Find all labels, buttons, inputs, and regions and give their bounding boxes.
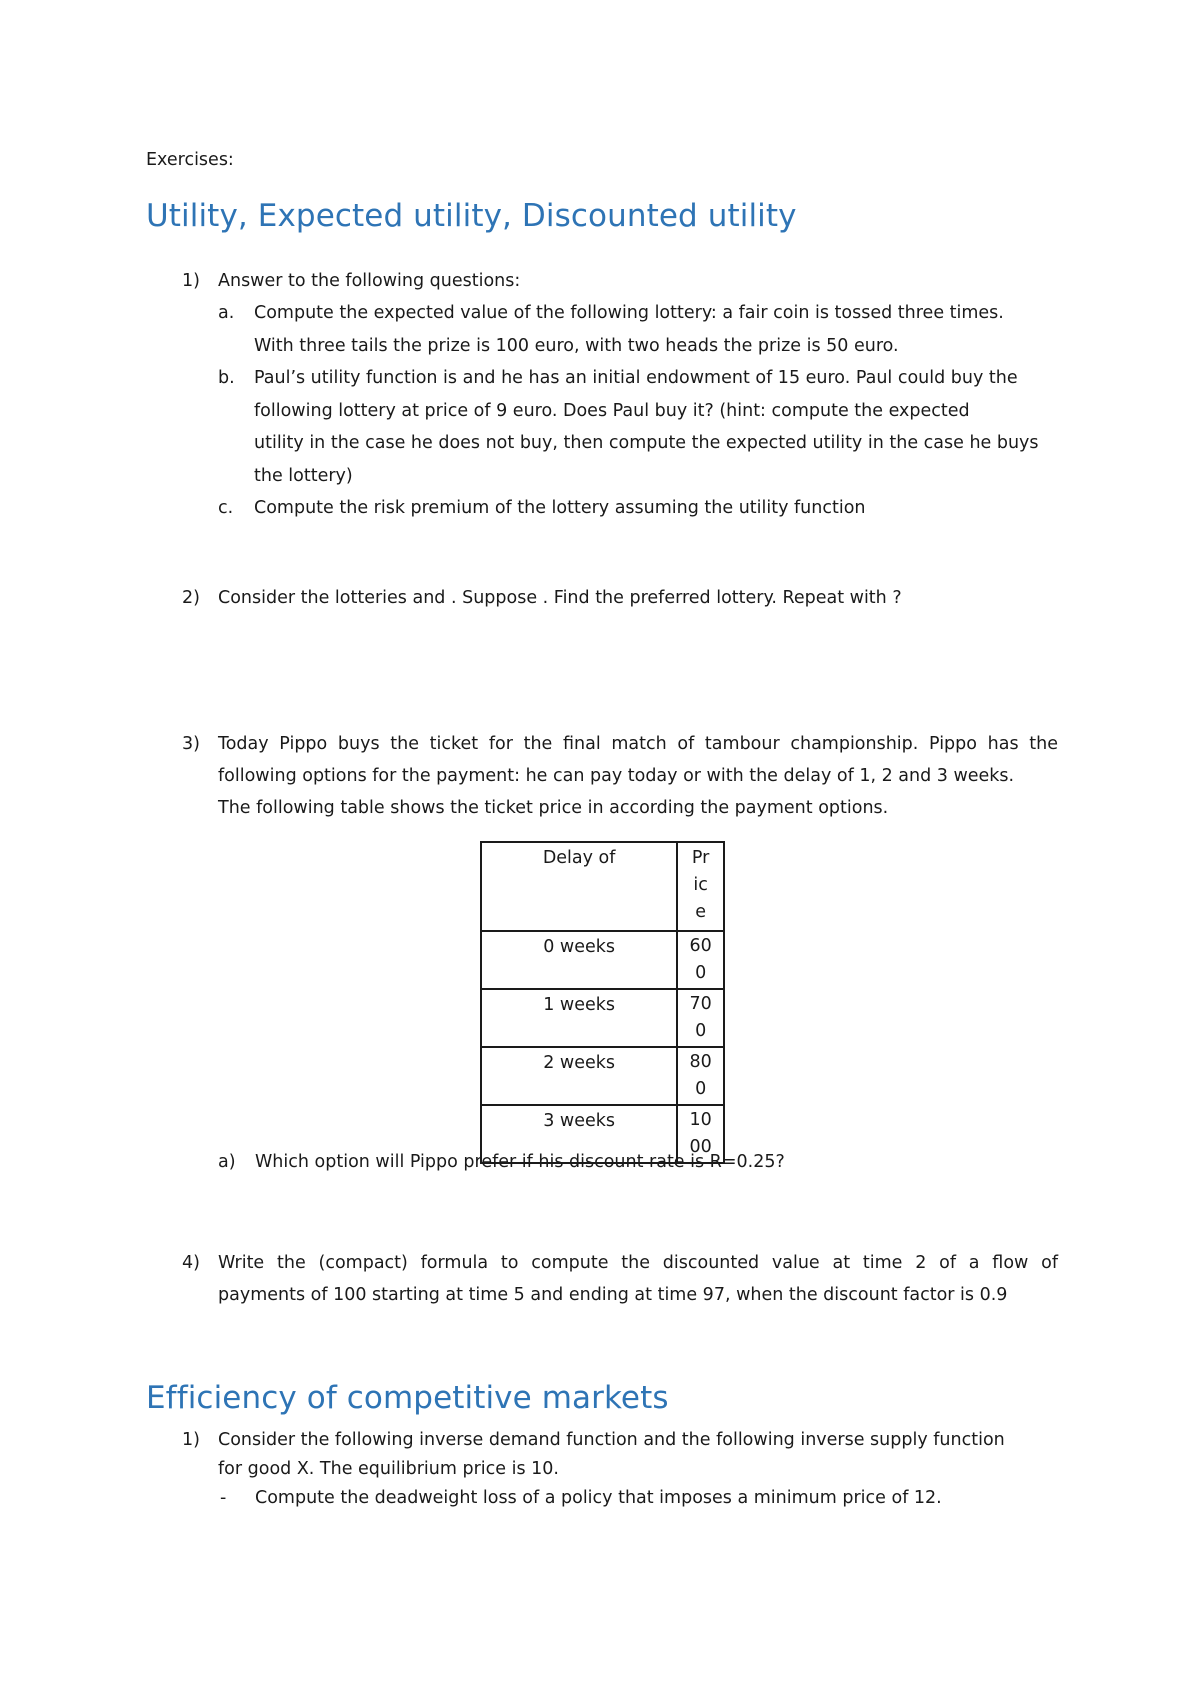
question-3-number: 3) xyxy=(182,734,200,754)
question-4-number: 4) xyxy=(182,1253,200,1273)
price-cell: 70 0 xyxy=(677,989,724,1047)
question-3-line: following options for the payment: he can pay today or with the delay of 1, 2 and 3 weeks. xyxy=(218,766,1015,786)
section-title-efficiency: Efficiency of competitive markets xyxy=(146,1380,669,1416)
price-table xyxy=(480,841,725,1164)
delay-cell: 0 weeks xyxy=(481,931,677,989)
question-1b-marker: b. xyxy=(218,368,235,388)
price-cell: 60 0 xyxy=(677,931,724,989)
question-3-line: Today Pippo buys the ticket for the final match of tambour championship. Pippo has the xyxy=(218,734,1058,754)
question-3-line: The following table shows the ticket price in according the payment options. xyxy=(218,798,889,818)
question-1-number: 1) xyxy=(182,271,200,291)
table-row xyxy=(481,1047,724,1105)
bullet-text: Compute the deadweight loss of a policy that imposes a minimum price of 12. xyxy=(255,1488,942,1508)
question-1a-line: With three tails the prize is 100 euro, with two heads the prize is 50 euro. xyxy=(254,336,899,356)
question-s2-1-line: Consider the following inverse demand function and the following inverse supply function xyxy=(218,1430,1005,1450)
header-delay-cell: Delay of xyxy=(481,842,677,931)
price-cell: 80 0 xyxy=(677,1047,724,1105)
question-1a-line: Compute the expected value of the following lottery: a fair coin is tossed three times. xyxy=(254,303,1004,323)
table-row xyxy=(481,989,724,1047)
question-1a-marker: a. xyxy=(218,303,235,323)
price-cell: 10 00 xyxy=(677,1105,724,1163)
table-row xyxy=(481,931,724,989)
question-1b-line: following lottery at price of 9 euro. Does Paul buy it? (hint: compute the expected xyxy=(254,401,970,421)
header-price-cell: Pr ic e xyxy=(677,842,724,931)
question-1c-line: Compute the risk premium of the lottery assuming the utility function xyxy=(254,498,866,518)
question-1b-line: Paul’s utility function is and he has an initial endowment of 15 euro. Paul could buy the xyxy=(254,368,1018,388)
question-1-text: Answer to the following questions: xyxy=(218,271,521,291)
question-4-line: Write the (compact) formula to compute the discounted value at time 2 of a flow of xyxy=(218,1253,1058,1273)
exercises-label: Exercises: xyxy=(146,150,234,170)
question-2-text: Consider the lotteries and . Suppose . Find the preferred lottery. Repeat with ? xyxy=(218,588,902,608)
question-1c-marker: c. xyxy=(218,498,234,518)
delay-cell: 1 weeks xyxy=(481,989,677,1047)
table-header-row xyxy=(481,842,724,931)
question-4-line: payments of 100 starting at time 5 and ending at time 97, when the discount factor is 0.9 xyxy=(218,1285,1008,1305)
question-1b-line: the lottery) xyxy=(254,466,353,486)
section-title-utility: Utility, Expected utility, Discounted utility xyxy=(146,198,797,234)
question-2-number: 2) xyxy=(182,588,200,608)
question-3a-text: Which option will Pippo prefer if his discount rate is R=0.25? xyxy=(255,1152,785,1172)
question-3a-marker: a) xyxy=(218,1152,236,1172)
bullet-marker: - xyxy=(220,1488,227,1508)
delay-cell: 2 weeks xyxy=(481,1047,677,1105)
question-s2-1-number: 1) xyxy=(182,1430,200,1450)
question-1b-line: utility in the case he does not buy, then compute the expected utility in the case he buys xyxy=(254,433,1039,453)
delay-cell: 3 weeks xyxy=(481,1105,677,1163)
question-s2-1-line: for good X. The equilibrium price is 10. xyxy=(218,1459,559,1479)
